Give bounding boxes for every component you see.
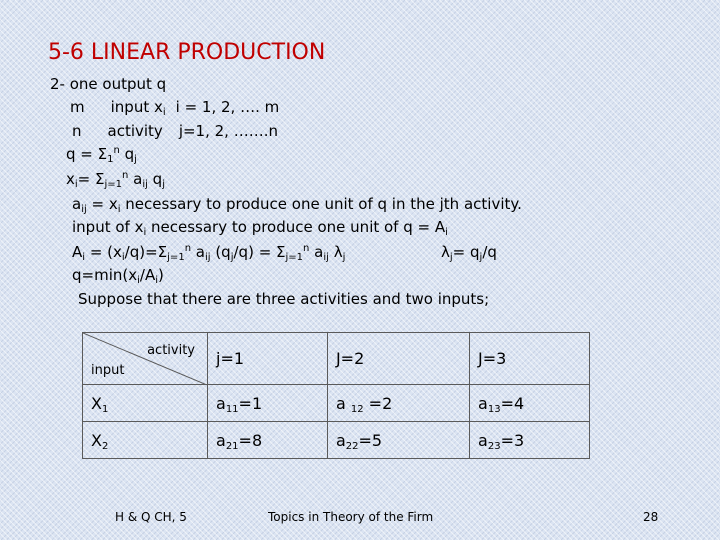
page-number: 28 xyxy=(643,510,659,524)
line-one-output: 2- one output q xyxy=(50,75,167,93)
footer-topic: Topics in Theory of the Firm xyxy=(268,510,434,524)
table-row xyxy=(83,385,590,422)
table-row xyxy=(83,422,590,459)
table-header-cell: J=3 xyxy=(470,333,590,385)
coefficient-table xyxy=(82,332,590,459)
table-header-cell: J=2 xyxy=(327,333,469,385)
line-xi-sum: $x_i= \Sigma_{j=1}^n$ $a_{ij}$ $q_j$ xyxy=(66,170,165,190)
line-inputs: m input $x_i$ i = 1, 2, …. m xyxy=(70,98,280,118)
table-cell: $a_{22}=5$ xyxy=(327,422,469,459)
row-label-x2: $X_2$ xyxy=(83,422,208,459)
line-ai-formula: $A_i = (x_i/q)=\Sigma_{j=1}^n$ $a_{ij}$ $(q_j/q) = \Sigma_{j=1}^n$ $a_{ij}$ $\lambda_j$ xyxy=(72,243,346,263)
row-label-x1: $X_1$ xyxy=(83,385,208,422)
corner-input-label: input xyxy=(91,363,125,378)
table-corner-cell xyxy=(83,333,208,385)
table-cell: $a_{23}=3$ xyxy=(470,422,590,459)
line-aij-definition: $a_{ij} = x_i$ necessary to produce one unit of q in the jth activity. xyxy=(72,195,522,215)
line-ai-definition: input of $x_i$ necessary to produce one unit of $q = A_i$ xyxy=(72,218,448,238)
table-cell: $a_{21}=8$ xyxy=(208,422,328,459)
table-header-row xyxy=(83,333,590,385)
line-lambda-definition: $\lambda_j= q_j/q$ xyxy=(441,243,497,263)
slide-title: 5-6 LINEAR PRODUCTION xyxy=(48,40,326,65)
line-q-min: $q=\min(x_i/A_i)$ xyxy=(72,266,164,286)
line-suppose: Suppose that there are three activities and two inputs; xyxy=(78,290,490,308)
table-cell: $a_{11}=1$ xyxy=(208,385,328,422)
table-cell: $a_{13}=4$ xyxy=(470,385,590,422)
footer-chapter: H & Q CH, 5 xyxy=(115,510,187,524)
line-q-sum: $q = \Sigma_1^n$ $q_j$ xyxy=(66,145,137,165)
line-activities: n activity j=1, 2, …….n xyxy=(72,122,278,140)
table-header-cell: j=1 xyxy=(208,333,328,385)
corner-activity-label: activity xyxy=(147,343,195,358)
table-cell: a $_{12}$ =2 xyxy=(327,385,469,422)
